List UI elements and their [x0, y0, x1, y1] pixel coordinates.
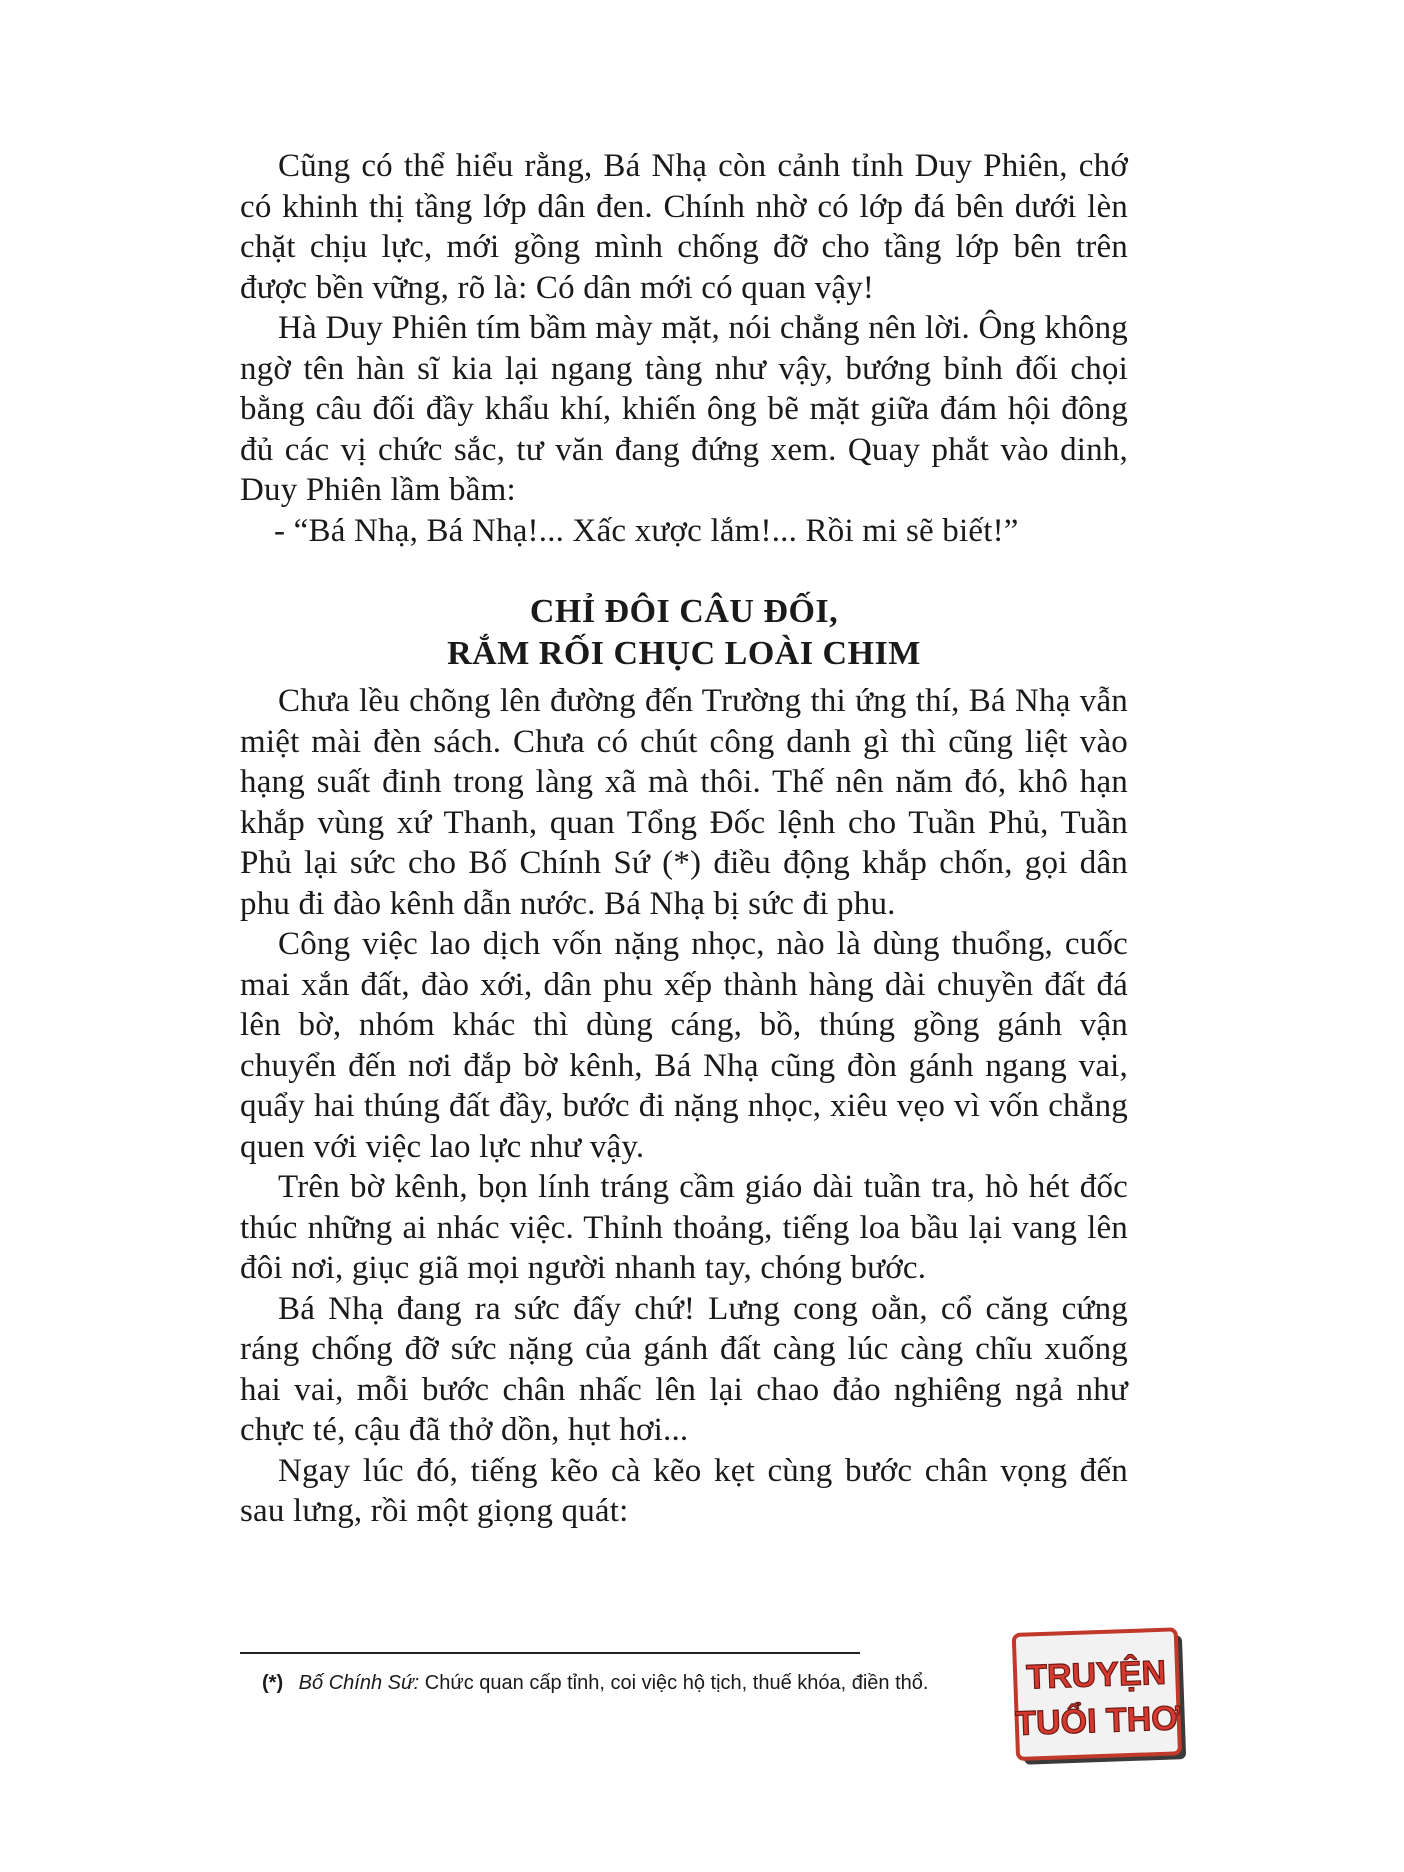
stamp-line-1: TRUYỆN: [1025, 1653, 1167, 1697]
footnote-marker: (*): [262, 1672, 284, 1694]
footnote-term: Bố Chính Sứ:: [298, 1672, 420, 1694]
paragraph-7: Bá Nhạ đang ra sức đấy chứ! Lưng cong oằn, cổ căng cứng ráng chống đỡ sức nặng của gánh đất càng lúc càng chĩu xuống hai vai, mỗi bước chân nhấc lên lại chao đảo nghiêng ngả như chực té, cậu đã thở dồn, hụt hơi...: [240, 1290, 1128, 1448]
section-title-line-2: RẮM RỐI CHỤC LOÀI CHIM: [447, 635, 921, 672]
paragraph-2: Hà Duy Phiên tím bầm mày mặt, nói chẳng nên lời. Ông không ngờ tên hàn sĩ kia lại ngang tàng như vậy, bướng bỉnh đối chọi bằng câu đối đầy khẩu khí, khiến ông bẽ mặt giữa đám hội đông đủ các vị chức sắc, tư văn đang đứng xem. Quay phắt vào dinh, Duy Phiên lầm bầm:: [240, 310, 1128, 508]
body-text: [240, 146, 1128, 1532]
stamp-line-2: TUỔI THƠ: [1014, 1699, 1181, 1743]
section-title: [240, 591, 1128, 675]
footnote: [262, 1670, 1022, 1696]
truyen-tuoi-tho-logo-stamp: [1010, 1625, 1193, 1771]
paragraph-4: Chưa lều chõng lên đường đến Trường thi ứng thí, Bá Nhạ vẫn miệt mài đèn sách. Chưa có chút công danh gì thì cũng liệt vào hạng suất đinh trong làng xã mà thôi. Thế nên năm đó, khô hạn khắp vùng xứ Thanh, quan Tổng Đốc lệnh cho Tuần Phủ, Tuần Phủ lại sức cho Bố Chính Sứ (*) điều động khắp chốn, gọi dân phu đi đào kênh dẫn nước. Bá Nhạ bị sức đi phu.: [240, 683, 1128, 922]
paragraph-5: Công việc lao dịch vốn nặng nhọc, nào là dùng thuổng, cuốc mai xắn đất, đào xới, dân phu xếp thành hàng dài chuyền đất đá lên bờ, nhóm khác thì dùng cáng, bồ, thúng gồng gánh vận chuyển đến nơi đắp bờ kênh, Bá Nhạ cũng đòn gánh ngang vai, quẩy hai thúng đất đầy, bước đi nặng nhọc, xiêu vẹo vì vốn chẳng quen với việc lao lực như vậy.: [240, 926, 1128, 1165]
paragraph-8: Ngay lúc đó, tiếng kẽo cà kẽo kẹt cùng bước chân vọng đến sau lưng, rồi một giọng quát:: [240, 1452, 1128, 1529]
paragraph-6: Trên bờ kênh, bọn lính tráng cầm giáo dài tuần tra, hò hét đốc thúc những ai nhác việc. Thỉnh thoảng, tiếng loa bầu lại vang lên đôi nơi, giục giã mọi người nhanh tay, chóng bước.: [240, 1169, 1128, 1286]
section-title-line-1: CHỈ ĐÔI CÂU ĐỐI,: [529, 593, 839, 630]
footnote-divider: [240, 1652, 860, 1654]
paragraph-1: Cũng có thể hiểu rằng, Bá Nhạ còn cảnh tỉnh Duy Phiên, chớ có khinh thị tầng lớp dân đen. Chính nhờ có lớp đá bên dưới lèn chặt chịu lực, mới gồng mình chống đỡ cho tầng lớp bên trên được bền vững, rõ là: Có dân mới có quan vậy!: [240, 148, 1128, 306]
footnote-text: Chức quan cấp tỉnh, coi việc hộ tịch, thuế khóa, điền thổ.: [424, 1672, 929, 1694]
paragraph-3-dialogue: - “Bá Nhạ, Bá Nhạ!... Xấc xược lắm!... Rồi mi sẽ biết!”: [274, 512, 1019, 549]
